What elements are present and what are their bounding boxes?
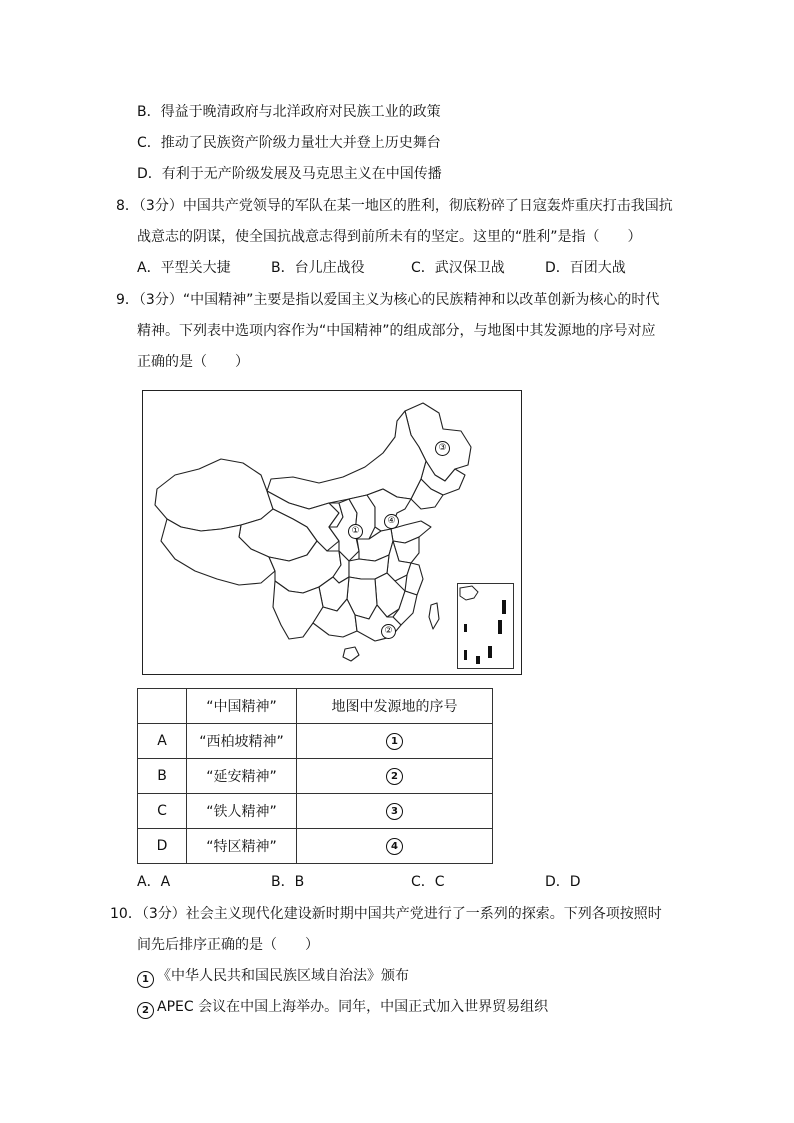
- q9-answer-table: [137, 688, 493, 864]
- q9-option-a: A．A: [137, 874, 171, 890]
- row-spirit: “西柏坡精神”: [187, 724, 297, 759]
- item-circled-number: 1: [137, 971, 154, 988]
- q9-options: [0, 872, 794, 892]
- map-marker-1: ①: [348, 524, 363, 539]
- item-text: 《中华人民共和国民族区域自治法》颁布: [157, 968, 409, 984]
- south-china-sea-inset: [457, 583, 514, 669]
- row-number-cell: [297, 759, 493, 794]
- q9-option-b: B．B: [271, 874, 305, 890]
- circled-number: 3: [386, 803, 403, 820]
- map-region: [267, 411, 426, 509]
- q10-stem-line1: 10．（3分）社会主义现代化建设新时期中国共产党进行了一系列的探索。下列各项按照时: [110, 906, 662, 922]
- q9-stem-line1: 9．（3分）“中国精神”主要是指以爱国主义为核心的民族精神和以改革创新为核心的时代: [116, 292, 660, 308]
- row-letter: B: [138, 759, 187, 794]
- q8-options: [0, 258, 794, 278]
- row-letter: D: [138, 829, 187, 864]
- table-header-cell: 地图中发源地的序号: [297, 689, 493, 724]
- circled-number: 2: [386, 768, 403, 785]
- row-spirit: “延安精神”: [187, 759, 297, 794]
- row-number-cell: [297, 829, 493, 864]
- q10-item-2: [137, 997, 548, 1019]
- row-number-cell: [297, 724, 493, 759]
- q9-option-d: D．D: [545, 874, 581, 890]
- row-spirit: “铁人精神”: [187, 794, 297, 829]
- q8-option-a: A．平型关大捷: [137, 260, 231, 276]
- q10-stem-line2: 间先后排序正确的是（ ）: [137, 937, 319, 953]
- q8-stem-line2: 战意志的阴谋，使全国抗战意志得到前所未有的坚定。这里的“胜利”是指（ ）: [137, 229, 642, 245]
- q9-option-c: C．C: [411, 874, 445, 890]
- map-region: [429, 603, 439, 629]
- map-marker-3: ③: [435, 441, 450, 456]
- table-row: [138, 829, 493, 864]
- map-marker-4: ④: [384, 514, 399, 529]
- q7-option-d: D．有利于无产阶级发展及马克思主义在中国传播: [137, 166, 442, 182]
- inset-map: [458, 584, 513, 668]
- item-circled-number: 2: [137, 1002, 154, 1019]
- q8-stem-line1: 8．（3分）中国共产党领导的军队在某一地区的胜利，彻底粉碎了日寇轰炸重庆打击我国抗: [116, 198, 673, 214]
- q8-option-d: D．百团大战: [545, 260, 626, 276]
- q9-stem-line2: 精神。下列表中选项内容作为“中国精神”的组成部分，与地图中其发源地的序号对应: [137, 323, 656, 339]
- q9-stem-line3: 正确的是（ ）: [137, 354, 249, 370]
- china-map-figure: [142, 390, 522, 675]
- row-letter: C: [138, 794, 187, 829]
- row-number-cell: [297, 794, 493, 829]
- q8-option-b: B．台儿庄战役: [271, 260, 365, 276]
- circled-number: 4: [386, 838, 403, 855]
- q7-option-c: C．推动了民族资产阶级力量壮大并登上历史舞台: [137, 135, 441, 151]
- q7-option-b: B．得益于晚清政府与北洋政府对民族工业的政策: [137, 104, 441, 120]
- table-header-cell: “中国精神”: [187, 689, 297, 724]
- table-row: [138, 724, 493, 759]
- row-spirit: “特区精神”: [187, 829, 297, 864]
- table-header-row: [138, 689, 493, 724]
- q10-item-1: [137, 966, 409, 988]
- table-header-cell: [138, 689, 187, 724]
- q8-option-c: C．武汉保卫战: [411, 260, 505, 276]
- table-row: [138, 794, 493, 829]
- map-marker-2: ②: [381, 624, 396, 639]
- table-row: [138, 759, 493, 794]
- map-region: [343, 647, 359, 661]
- item-text: APEC 会议在中国上海举办。同年，中国正式加入世界贸易组织: [157, 999, 549, 1015]
- row-letter: A: [138, 724, 187, 759]
- circled-number: 1: [386, 733, 403, 750]
